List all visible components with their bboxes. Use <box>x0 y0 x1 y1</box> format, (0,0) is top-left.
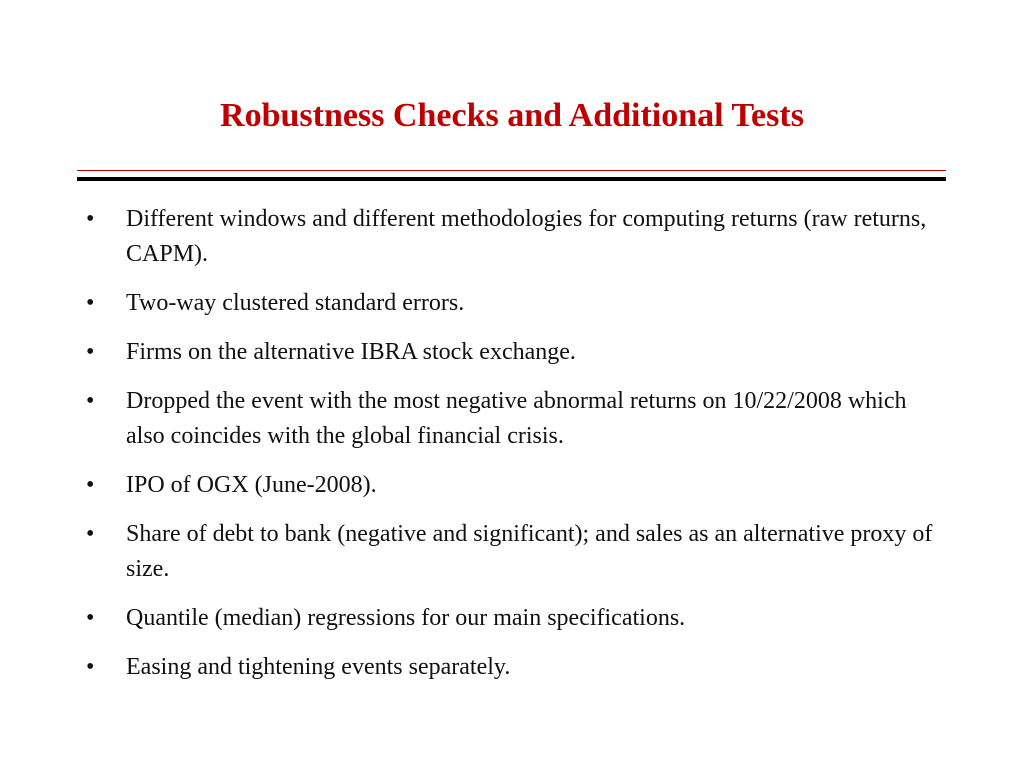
bullet-text: Two-way clustered standard errors. <box>126 290 465 316</box>
bullet-item <box>82 335 942 370</box>
bullet-text: IPO of OGX (June-2008). <box>126 472 377 498</box>
bullet-text: Firms on the alternative IBRA stock exchange. <box>126 339 576 365</box>
bullet-item <box>82 286 942 321</box>
bullet-item <box>82 650 942 685</box>
bullet-icon: • <box>86 388 95 414</box>
bullet-item <box>82 384 942 454</box>
title-divider-thin <box>77 170 946 171</box>
bullet-text: Different windows and different methodologies for computing returns (raw returns, CAPM). <box>126 206 927 267</box>
slide-title: Robustness Checks and Additional Tests <box>220 97 804 134</box>
bullet-item <box>82 468 942 503</box>
bullet-icon: • <box>86 654 95 680</box>
bullet-item <box>82 517 942 587</box>
bullet-icon: • <box>86 339 95 365</box>
bullet-icon: • <box>86 290 95 316</box>
bullet-icon: • <box>86 605 95 631</box>
bullet-icon: • <box>86 206 95 232</box>
bullet-item <box>82 601 942 636</box>
bullet-icon: • <box>86 472 95 498</box>
bullet-item <box>82 202 942 272</box>
bullet-list <box>82 202 942 699</box>
bullet-text: Dropped the event with the most negative abnormal returns on 10/22/2008 which also coincides with the global financial crisis. <box>126 388 907 449</box>
bullet-text: Easing and tightening events separately. <box>126 654 511 680</box>
bullet-text: Share of debt to bank (negative and significant); and sales as an alternative proxy of size. <box>126 521 933 582</box>
title-divider-thick <box>77 177 946 181</box>
bullet-text: Quantile (median) regressions for our main specifications. <box>126 605 686 631</box>
bullet-icon: • <box>86 521 95 547</box>
